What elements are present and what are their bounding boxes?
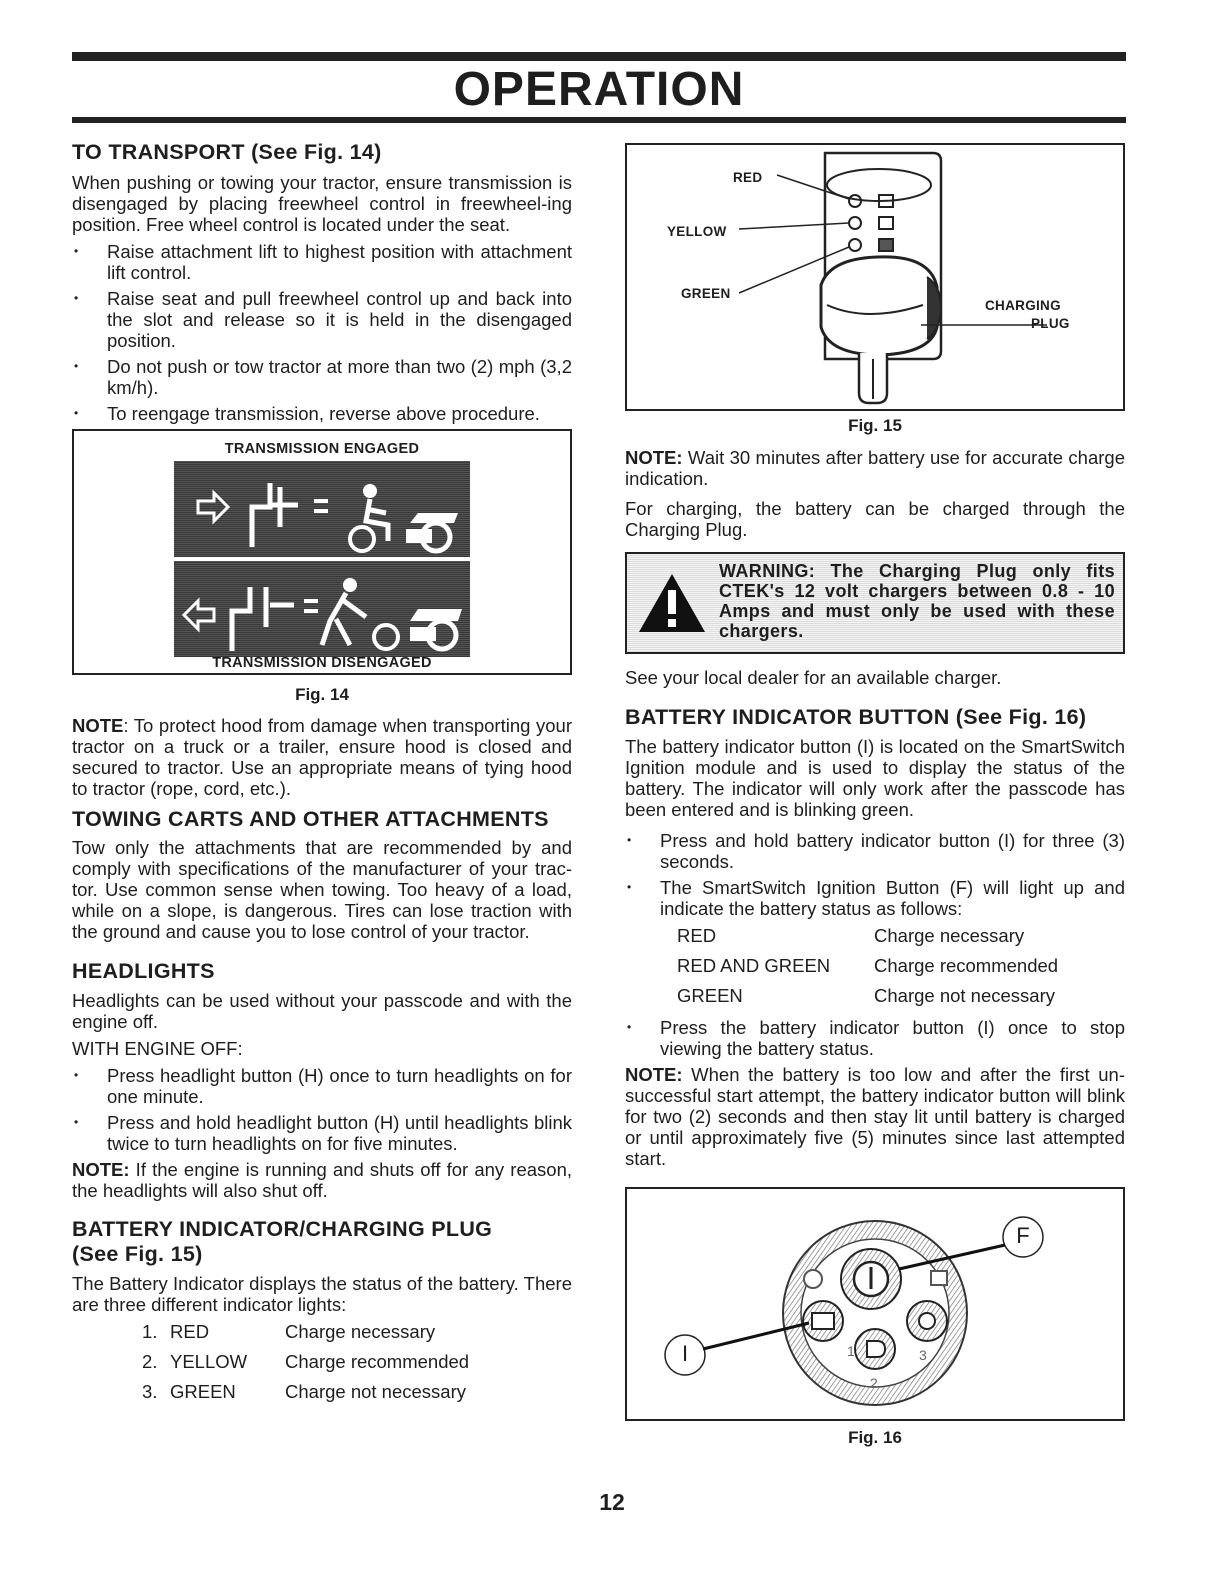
- note-label: NOTE: [72, 715, 124, 736]
- table-row: [677, 955, 1058, 985]
- header-rule-top: [72, 52, 1126, 61]
- status-text: Charge recommended: [874, 955, 1059, 976]
- fig15-green-label: GREEN: [681, 286, 731, 301]
- status-text: Charge necessary: [874, 925, 1025, 946]
- figure-16: [625, 1187, 1125, 1421]
- light-num: 3.: [142, 1381, 158, 1402]
- battery-plug-heading-line2: (See Fig. 15): [72, 1242, 203, 1266]
- fig16-number-1: 1: [847, 1343, 855, 1359]
- disengaged-pictogram-svg: [174, 561, 470, 657]
- fig15-red-label: RED: [733, 170, 763, 185]
- list-item: • Raise seat and pull freewheel control up and back into the slot and release so it is held in the disengaged position.: [72, 288, 572, 351]
- fig16-number-2: 2: [870, 1375, 878, 1391]
- fig14-bottom-label: TRANSMISSION DISENGAGED: [212, 655, 432, 671]
- headlights-note: [72, 1159, 572, 1201]
- light-num: 1.: [142, 1321, 158, 1342]
- list-item: • Press the battery indicator button (I) once to stop viewing the battery status.: [625, 1017, 1125, 1059]
- right-column: [625, 143, 1125, 1448]
- warning-text: WARNING: The Charging Plug only fits CTEK's 12 volt chargers between 0.8 - 10 Amps and must only be used with these chargers.: [719, 561, 1115, 641]
- fig16-number-3: 3: [919, 1347, 927, 1363]
- table-row: [677, 985, 1058, 1015]
- light-num: 2.: [142, 1351, 158, 1372]
- fig14-top-label: TRANSMISSION ENGAGED: [224, 441, 420, 457]
- list-item: • Press and hold battery indicator button (I) for three (3) seconds.: [625, 830, 1125, 872]
- light-status: Charge recommended: [285, 1351, 470, 1372]
- fig14-disengaged-pictogram: [174, 561, 470, 657]
- table-row: [677, 925, 1058, 955]
- engaged-pictogram-svg: [174, 461, 470, 557]
- indicator-lights-table: [142, 1321, 469, 1411]
- table-row: [142, 1351, 469, 1381]
- charging-text: For charging, the battery can be charged through the Charging Plug.: [625, 498, 1125, 540]
- left-column: [72, 140, 572, 1411]
- fig15-plug-label: PLUG: [1031, 316, 1070, 331]
- figure-14: [72, 429, 572, 675]
- note-text: : To protect hood from damage when transporting your tractor on a truck or a trailer, ensure hood is closed and secured to tractor. Use an appropriate means of tying hood to tractor (rope, cord, etc.).: [72, 715, 572, 799]
- transport-intro: When pushing or towing your tractor, ensure transmission is disengaged by placing freewheel control in freewheel-ing position. Free wheel control is located under the seat.: [72, 172, 572, 235]
- dealer-text: See your local dealer for an available charger.: [625, 667, 1002, 688]
- status-color: RED AND GREEN: [677, 955, 831, 976]
- list-item: • Raise attachment lift to highest position with attachment lift control.: [72, 241, 572, 283]
- battery-plug-text: The Battery Indicator displays the status of the battery. There are three different indicator lights:: [72, 1273, 572, 1315]
- fig15-charging-label: CHARGING: [985, 298, 1061, 313]
- charging-plug-illustration: [627, 145, 1123, 409]
- note-text: When the battery is too low and after the first un-successful start attempt, the battery indicator button will blink for two (2) seconds and then stay lit until battery is charged or until approximately five (5) minutes since last attempted start.: [625, 1064, 1125, 1169]
- table-row: [142, 1321, 469, 1351]
- warning-triangle-icon: [637, 572, 707, 634]
- warning-box: [625, 552, 1125, 654]
- transport-note: [72, 715, 572, 799]
- light-color: GREEN: [170, 1381, 236, 1402]
- list-item: • Press and hold headlight button (H) until headlights blink twice to turn headlights on for five minutes.: [72, 1112, 572, 1154]
- headlights-subheading: WITH ENGINE OFF:: [72, 1038, 243, 1059]
- indicator-note: [625, 1064, 1125, 1169]
- list-item: • Do not push or tow tractor at more than two (2) mph (3,2 km/h).: [72, 356, 572, 398]
- transport-bullets: [72, 241, 572, 424]
- headlights-bullets: [72, 1065, 572, 1154]
- status-color: RED: [677, 925, 717, 946]
- note-label: NOTE:: [625, 447, 683, 468]
- table-row: [142, 1381, 469, 1411]
- indicator-bullets-2: [625, 1017, 1125, 1059]
- note-label: NOTE:: [625, 1064, 683, 1085]
- battery-plug-heading-line1: BATTERY INDICATOR/CHARGING PLUG: [72, 1217, 493, 1241]
- headlights-heading: HEADLIGHTS: [72, 959, 215, 983]
- fig15-note: [625, 447, 1125, 489]
- light-status: Charge not necessary: [285, 1381, 466, 1402]
- fig14-engaged-pictogram: [174, 461, 470, 557]
- transport-heading: TO TRANSPORT (See Fig. 14): [72, 140, 382, 164]
- note-label: NOTE:: [72, 1159, 130, 1180]
- headlights-text: Headlights can be used without your passcode and with the engine off.: [72, 990, 572, 1032]
- light-color: RED: [170, 1321, 210, 1342]
- fig15-yellow-label: YELLOW: [667, 224, 727, 239]
- header-rule-bottom: [72, 117, 1126, 123]
- towing-text: Tow only the attachments that are recommended by and comply with specifications of the manufacturer of your trac-tor. Use common sense when towing. Too heavy of a load, while on a slope, is dangerous. Tires can lose traction with the ground and cause you to lose control of your tractor.: [72, 837, 572, 942]
- indicator-heading: BATTERY INDICATOR BUTTON (See Fig. 16): [625, 705, 1087, 729]
- figure-15: [625, 143, 1125, 411]
- page-number: 12: [599, 1489, 625, 1515]
- list-item: • Press headlight button (H) once to turn headlights on for one minute.: [72, 1065, 572, 1107]
- fig16-label-f: F: [1016, 1223, 1030, 1248]
- fig16-caption: Fig. 16: [848, 1428, 902, 1447]
- fig14-caption: Fig. 14: [295, 685, 349, 704]
- light-status: Charge necessary: [285, 1321, 436, 1342]
- fig15-caption: Fig. 15: [848, 416, 902, 435]
- page-title: OPERATION: [453, 63, 745, 116]
- note-text: Wait 30 minutes after battery use for accurate charge indication.: [625, 447, 1125, 489]
- light-color: YELLOW: [170, 1351, 248, 1372]
- towing-heading: TOWING CARTS AND OTHER ATTACHMENTS: [72, 807, 549, 831]
- indicator-bullets: [625, 830, 1125, 919]
- note-text: If the engine is running and shuts off for any reason, the headlights will also shut off.: [72, 1159, 572, 1201]
- list-item: • The SmartSwitch Ignition Button (F) will light up and indicate the battery status as follows:: [625, 877, 1125, 919]
- list-item: • To reengage transmission, reverse above procedure.: [72, 403, 572, 424]
- status-text: Charge not necessary: [874, 985, 1055, 1006]
- indicator-text: The battery indicator button (I) is located on the SmartSwitch Ignition module and is used to display the status of the battery. The indicator will only work after the passcode has been entered and is blinking green.: [625, 736, 1125, 820]
- battery-status-table: [677, 925, 1058, 1015]
- fig16-label-i: I: [681, 1341, 689, 1366]
- status-color: GREEN: [677, 985, 743, 1006]
